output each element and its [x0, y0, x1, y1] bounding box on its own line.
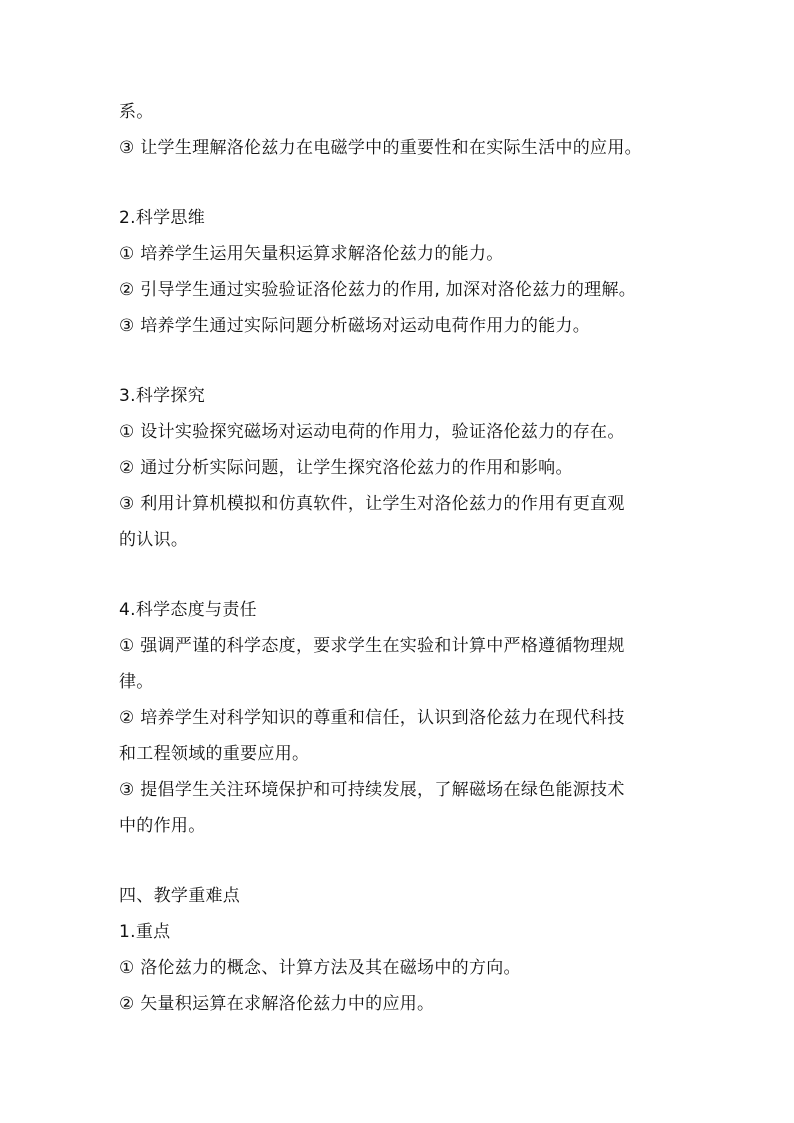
section-heading [119, 878, 685, 914]
section-heading [119, 914, 685, 950]
paragraph-line: ③ 利用计算机模拟和仿真软件，让学生对洛伦兹力的作用有更直观 [119, 494, 625, 514]
paragraph [119, 772, 685, 844]
paragraph [119, 308, 685, 344]
paragraph [119, 414, 685, 450]
section-heading [119, 200, 685, 236]
paragraph-line: 系。 [119, 102, 154, 122]
paragraph [119, 450, 685, 486]
paragraph-gap [119, 844, 685, 878]
paragraph-line: 和工程领域的重要应用。 [119, 744, 310, 764]
section-heading [119, 592, 685, 628]
paragraph [119, 94, 685, 130]
paragraph [119, 700, 685, 772]
paragraph-line: ③ 培养学生通过实际问题分析磁场对运动电荷作用力的能力。 [119, 316, 591, 336]
paragraph-gap [119, 558, 685, 592]
paragraph-line: ① 强调严谨的科学态度，要求学生在实验和计算中严格遵循物理规 [119, 636, 625, 656]
paragraph [119, 986, 685, 1022]
paragraph-line: ② 培养学生对科学知识的尊重和信任，认识到洛伦兹力在现代科技 [119, 708, 625, 728]
paragraph-gap [119, 344, 685, 378]
paragraph-line: 律。 [119, 672, 154, 692]
heading-text: 2.科学思维 [119, 208, 206, 228]
heading-text: 1.重点 [119, 922, 171, 942]
paragraph [119, 236, 685, 272]
heading-text: 4.科学态度与责任 [119, 600, 257, 620]
paragraph [119, 950, 685, 986]
paragraph-line: ① 洛伦兹力的概念、计算方法及其在磁场中的方向。 [119, 958, 521, 978]
paragraph [119, 486, 685, 558]
heading-text: 四、教学重难点 [119, 886, 241, 906]
paragraph-line: ③ 提倡学生关注环境保护和可持续发展，了解磁场在绿色能源技术 [119, 780, 625, 800]
paragraph-line: ② 引导学生通过实验验证洛伦兹力的作用, 加深对洛伦兹力的理解。 [119, 280, 637, 300]
document-body [119, 94, 685, 1022]
paragraph-line: ② 通过分析实际问题，让学生探究洛伦兹力的作用和影响。 [119, 458, 573, 478]
paragraph [119, 628, 685, 700]
paragraph [119, 130, 685, 166]
paragraph [119, 272, 685, 308]
section-heading [119, 378, 685, 414]
paragraph-line: 中的作用。 [119, 816, 206, 836]
paragraph-gap [119, 166, 685, 200]
heading-text: 3.科学探究 [119, 386, 206, 406]
paragraph-line: ② 矢量积运算在求解洛伦兹力中的应用。 [119, 994, 435, 1014]
paragraph-line: ① 培养学生运用矢量积运算求解洛伦兹力的能力。 [119, 244, 504, 264]
paragraph-line: ① 设计实验探究磁场对运动电荷的作用力，验证洛伦兹力的存在。 [119, 422, 625, 442]
paragraph-line: ③ 让学生理解洛伦兹力在电磁学中的重要性和在实际生活中的应用。 [119, 138, 642, 158]
paragraph-line: 的认识。 [119, 530, 189, 550]
